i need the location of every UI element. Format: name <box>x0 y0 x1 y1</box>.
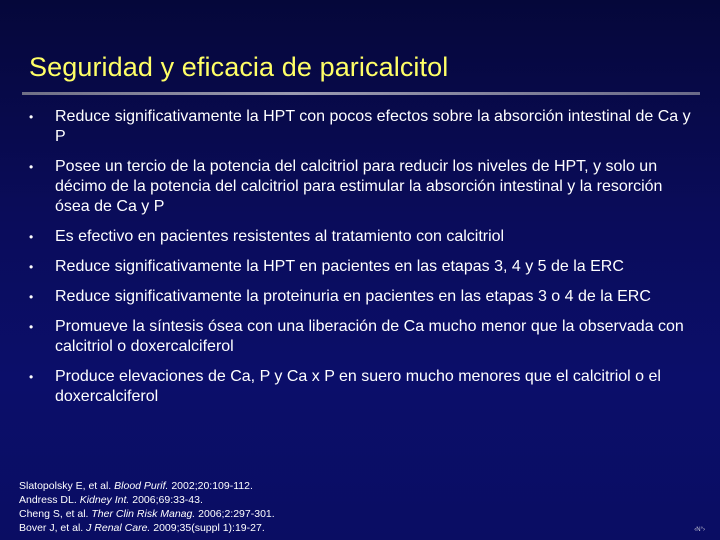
reference-item <box>19 479 275 493</box>
references <box>19 479 275 535</box>
bullet-dot-icon: • <box>29 160 34 174</box>
reference-authors: Slatopolsky E, et al. <box>19 480 115 492</box>
reference-item <box>19 521 275 535</box>
reference-journal: Kidney Int. <box>79 494 130 506</box>
bullet-dot-icon: • <box>29 260 34 274</box>
reference-citation: 2002;20:109-112. <box>168 480 253 492</box>
bullet-text: Reduce significativamente la HPT en pacientes en las etapas 3, 4 y 5 de la ERC <box>55 258 624 275</box>
title-underline <box>22 92 700 95</box>
bullet-item <box>22 367 692 407</box>
bullet-text: Promueve la síntesis ósea con una liberación de Ca mucho menor que la observada con calcitriol o doxercalciferol <box>55 318 684 355</box>
bullet-item <box>22 287 692 307</box>
reference-authors: Cheng S, et al. <box>19 508 92 520</box>
bullet-dot-icon: • <box>29 320 34 334</box>
bullet-item <box>22 317 692 357</box>
page-number: ‹N°› <box>694 527 705 533</box>
bullet-text: Es efectivo en pacientes resistentes al tratamiento con calcitriol <box>55 228 505 245</box>
bullet-dot-icon: • <box>29 110 34 124</box>
reference-journal: Blood Purif. <box>114 480 169 492</box>
bullet-list <box>22 107 692 417</box>
bullet-item <box>22 157 692 217</box>
reference-item <box>19 493 275 507</box>
bullet-text: Posee un tercio de la potencia del calcitriol para reducir los niveles de HPT, y solo un décimo de la potencia del calcitriol para estimular la absorción intestinal y la resorción ósea de Ca y P <box>55 158 663 215</box>
bullet-item <box>22 107 692 147</box>
reference-citation: 2009;35(suppl 1):19-27. <box>150 522 265 534</box>
reference-item <box>19 507 275 521</box>
slide-title: Seguridad y eficacia de paricalcitol <box>29 52 449 82</box>
bullet-dot-icon: • <box>29 230 34 244</box>
reference-authors: Bover J, et al. <box>19 522 87 534</box>
reference-journal: Ther Clin Risk Manag. <box>91 508 196 520</box>
reference-citation: 2006;2:297-301. <box>195 508 275 520</box>
bullet-text: Reduce significativamente la proteinuria en pacientes en las etapas 3 o 4 de la ERC <box>55 288 651 305</box>
reference-journal: J Renal Care. <box>86 522 151 534</box>
bullet-dot-icon: • <box>29 290 34 304</box>
bullet-item <box>22 257 692 277</box>
bullet-dot-icon: • <box>29 370 34 384</box>
reference-citation: 2006;69:33-43. <box>129 494 203 506</box>
bullet-text: Produce elevaciones de Ca, P y Ca x P en suero mucho menores que el calcitriol o el doxercalciferol <box>55 368 661 405</box>
reference-authors: Andress DL. <box>19 494 80 506</box>
bullet-text: Reduce significativamente la HPT con pocos efectos sobre la absorción intestinal de Ca y P <box>55 108 691 145</box>
bullet-item <box>22 227 692 247</box>
